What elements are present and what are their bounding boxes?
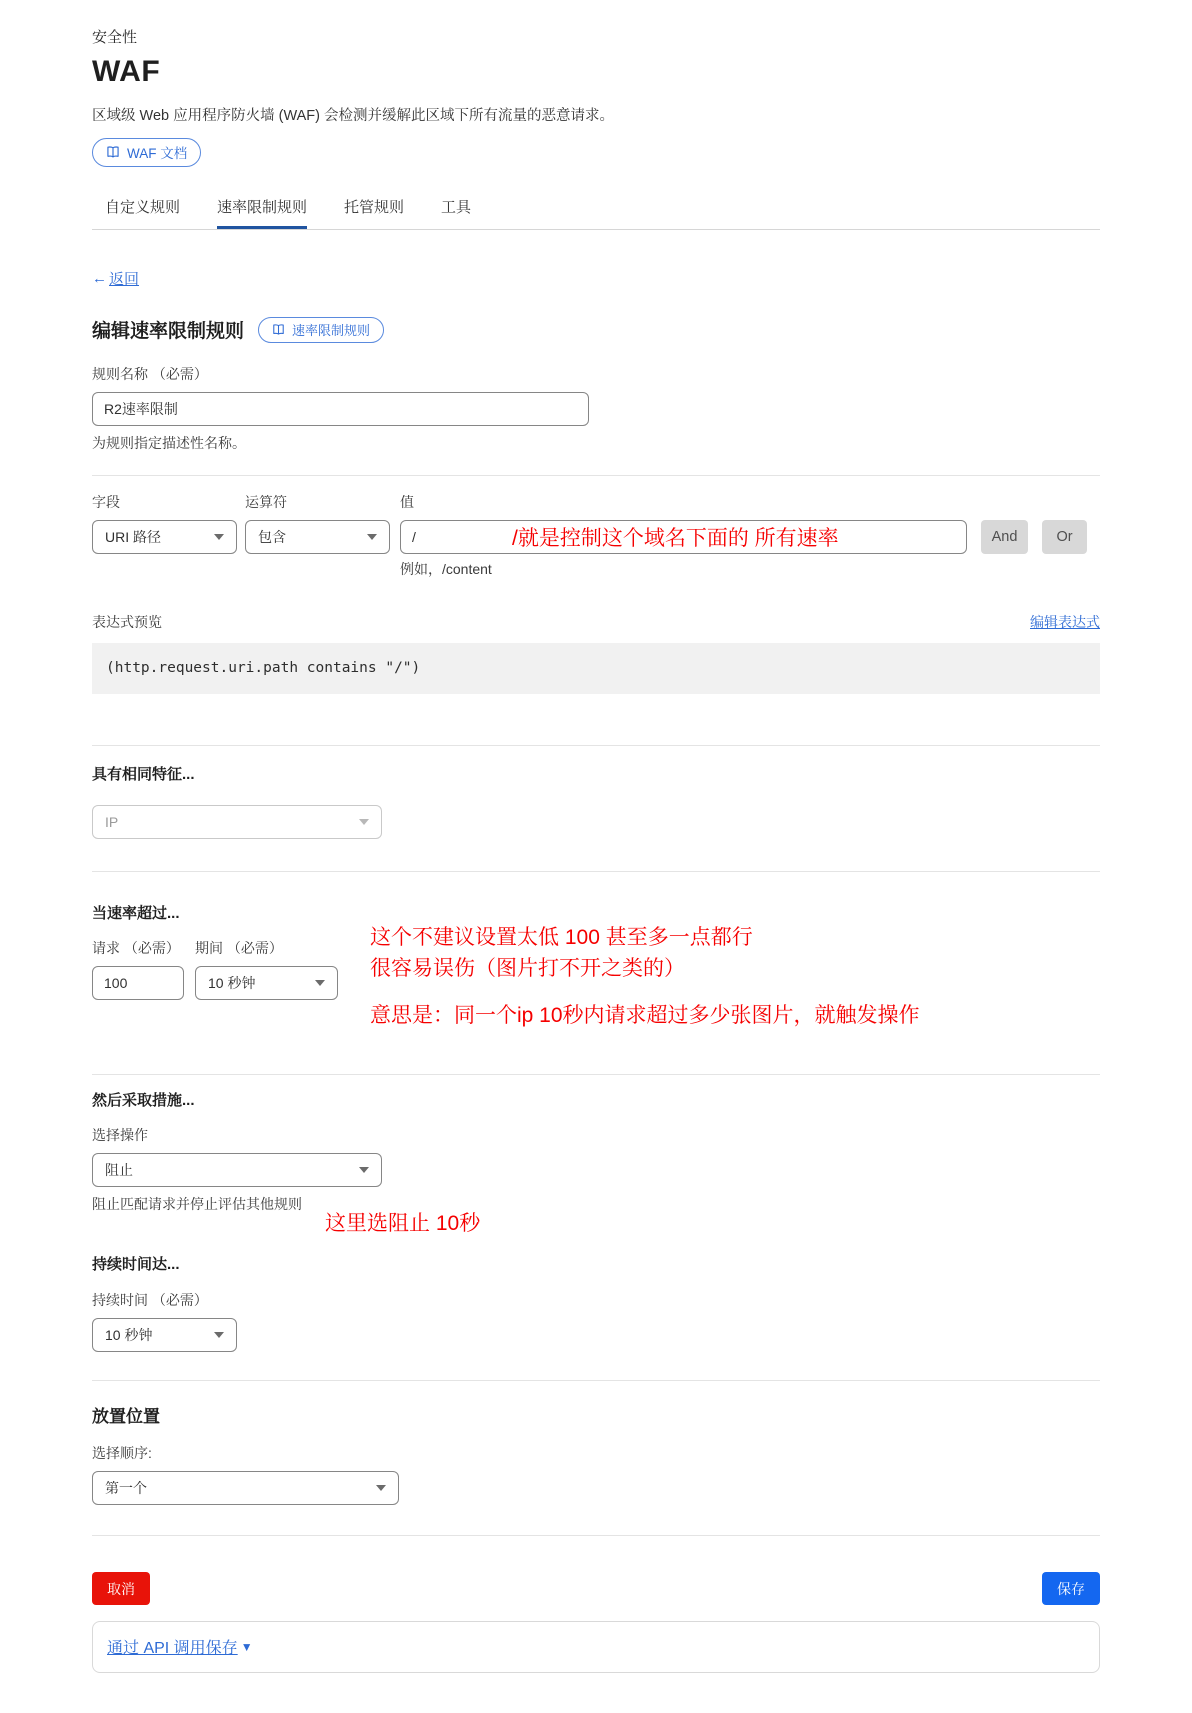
section-eyebrow: 安全性 <box>92 29 138 46</box>
action-select-label: 选择操作 <box>92 1127 148 1143</box>
tab-custom-rules[interactable]: 自定义规则 <box>105 199 181 216</box>
chevron-down-icon <box>359 1167 369 1173</box>
operator-select[interactable] <box>245 520 390 554</box>
api-save-link[interactable] <box>107 1635 253 1658</box>
editor-heading: 编辑速率限制规则 <box>92 321 245 342</box>
waf-docs-label: WAF 文档 <box>127 146 188 161</box>
chevron-down-icon <box>367 534 377 540</box>
divider <box>92 475 1100 476</box>
rate-annotation-line2: 很容易误伤（图片打不开之类的） <box>370 957 685 980</box>
field-select[interactable] <box>92 520 237 554</box>
expression-preview: (http.request.uri.path contains "/") <box>92 643 1100 694</box>
divider <box>92 871 1100 872</box>
cancel-button[interactable]: 取消 <box>92 1572 150 1605</box>
requests-label: 请求 （必需） <box>92 940 180 956</box>
placement-heading: 放置位置 <box>92 1407 160 1426</box>
period-select[interactable] <box>195 966 338 1000</box>
requests-input[interactable] <box>92 966 184 1000</box>
tab-bar <box>92 196 1100 230</box>
characteristics-select[interactable] <box>92 805 382 839</box>
duration-heading: 持续时间达... <box>92 1256 180 1273</box>
rule-name-label: 规则名称 （必需） <box>92 366 208 382</box>
operator-label: 运算符 <box>245 494 287 510</box>
rate-annotation-line1: 这个不建议设置太低 100 甚至多一点都行 <box>370 926 753 949</box>
save-button[interactable]: 保存 <box>1042 1572 1100 1605</box>
caret-down-icon: ▼ <box>240 1639 253 1654</box>
period-label: 期间 （必需） <box>195 940 283 956</box>
back-arrow-icon: ← <box>92 270 107 287</box>
action-section <box>92 1089 1100 1253</box>
divider <box>92 745 1100 746</box>
value-label: 值 <box>400 494 414 510</box>
rate-section <box>92 902 1100 1074</box>
divider <box>92 1074 1100 1075</box>
matcher-labels-row <box>92 492 1100 512</box>
expression-row <box>92 612 1100 632</box>
back-label: 返回 <box>109 271 140 288</box>
chevron-down-icon <box>376 1485 386 1491</box>
action-annotation: 这里选阻止 10秒 <box>325 1212 481 1235</box>
tab-tools[interactable]: 工具 <box>441 199 472 216</box>
field-select-value: URI 路径 <box>105 529 161 545</box>
rate-limit-rule-badge[interactable] <box>258 317 384 343</box>
chevron-down-icon <box>359 819 369 825</box>
duration-select[interactable] <box>92 1318 237 1352</box>
value-example: 例如，/content <box>400 561 492 577</box>
action-help: 阻止匹配请求并停止评估其他规则 <box>92 1196 302 1212</box>
back-link[interactable] <box>92 268 139 289</box>
characteristics-select-value: IP <box>105 814 119 830</box>
operator-select-value: 包含 <box>258 529 286 545</box>
page-description: 区域级 Web 应用程序防火墙 (WAF) 会检测并缓解此区域下所有流量的恶意请求。 <box>92 108 614 124</box>
rule-name-input[interactable] <box>92 392 589 426</box>
editor-heading-row <box>92 316 1100 343</box>
api-save-box <box>92 1621 1100 1673</box>
action-select-value: 阻止 <box>105 1162 133 1178</box>
expression-label: 表达式预览 <box>92 614 162 630</box>
matcher-controls-row <box>92 520 1100 554</box>
rate-heading: 当速率超过... <box>92 905 180 922</box>
edit-expression-link[interactable]: 编辑表达式 <box>1030 614 1100 630</box>
book-icon <box>272 323 285 336</box>
and-button[interactable]: And <box>981 520 1028 554</box>
rate-annotation-block <box>370 922 753 984</box>
characteristics-heading: 具有相同特征... <box>92 766 195 783</box>
field-label: 字段 <box>92 494 120 510</box>
duration-select-value: 10 秒钟 <box>105 1327 153 1343</box>
tab-managed-rules[interactable]: 托管规则 <box>344 199 405 216</box>
chevron-down-icon <box>214 534 224 540</box>
duration-label: 持续时间 （必需） <box>92 1292 208 1308</box>
page-title: WAF <box>92 55 161 88</box>
placement-order-select[interactable] <box>92 1471 399 1505</box>
rate-annotation-line3: 意思是：同一个ip 10秒内请求超过多少张图片，就触发操作 <box>370 1004 920 1027</box>
action-select[interactable] <box>92 1153 382 1187</box>
api-save-label: 通过 API 调用保存 <box>107 1640 238 1657</box>
divider <box>92 1380 1100 1381</box>
badge-label: 速率限制规则 <box>292 322 371 338</box>
chevron-down-icon <box>315 980 325 986</box>
action-heading: 然后采取措施... <box>92 1092 195 1109</box>
period-select-value: 10 秒钟 <box>208 975 256 991</box>
placement-order-label: 选择顺序: <box>92 1445 152 1461</box>
or-button[interactable]: Or <box>1042 520 1087 554</box>
value-annotation: /就是控制这个域名下面的 所有速率 <box>512 527 839 550</box>
placement-order-value: 第一个 <box>105 1480 147 1496</box>
waf-docs-button[interactable] <box>92 138 201 167</box>
rule-name-help: 为规则指定描述性名称。 <box>92 435 246 451</box>
footer-button-row <box>92 1572 1100 1605</box>
book-icon <box>106 145 120 159</box>
chevron-down-icon <box>214 1332 224 1338</box>
tab-rate-limiting-rules[interactable]: 速率限制规则 <box>217 196 307 229</box>
divider <box>92 1535 1100 1536</box>
